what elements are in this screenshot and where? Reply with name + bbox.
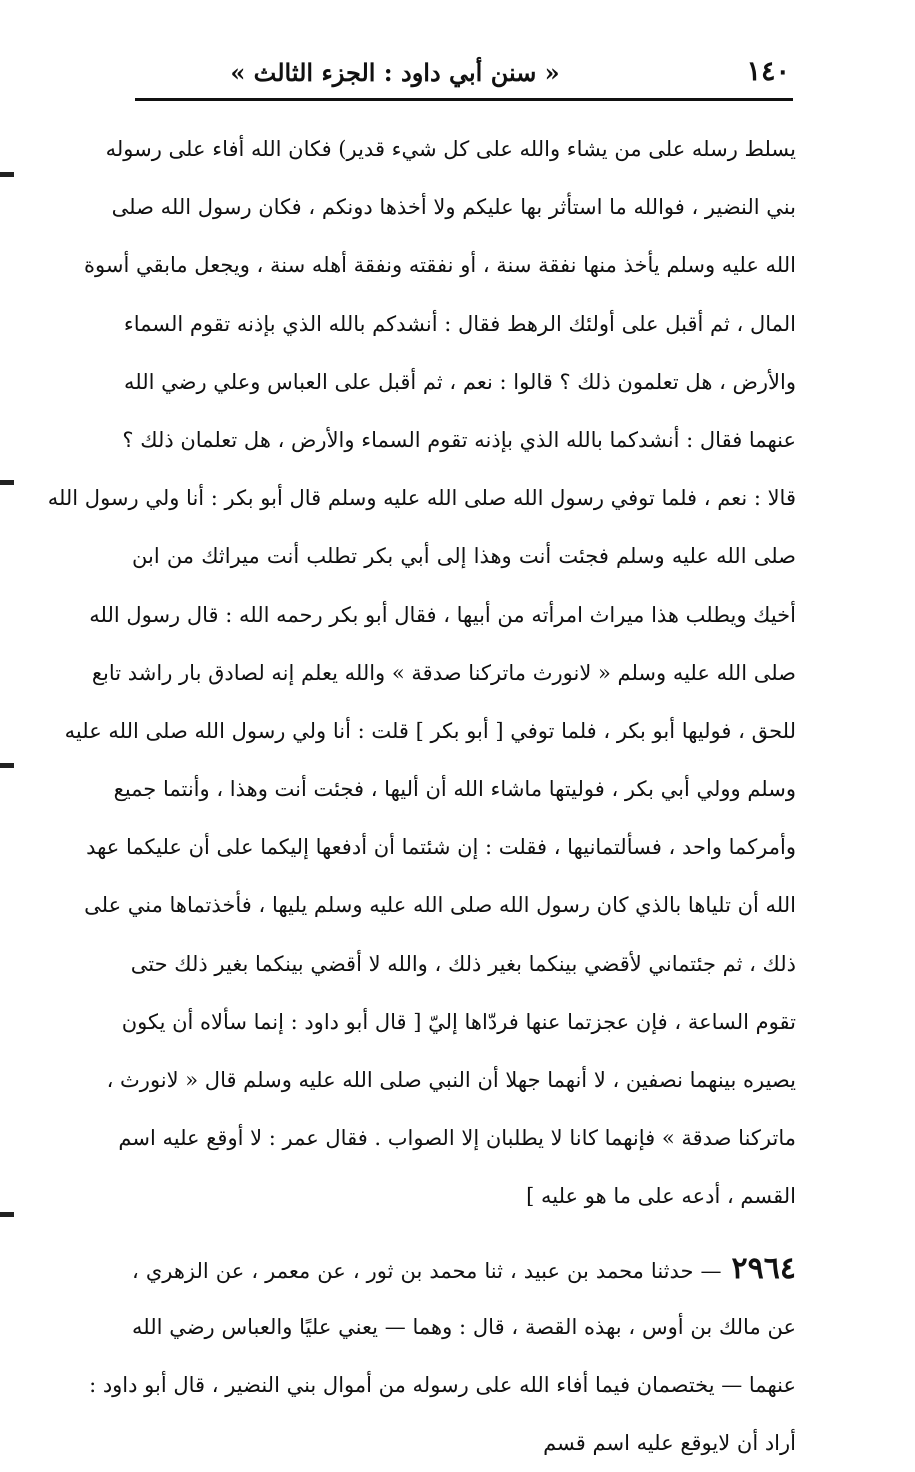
- text-line: عنهما فقال : أنشدكما بالله الذي بإذنه تقوم السماء والأرض ، هل تعلمان ذلك ؟: [122, 427, 796, 452]
- page-header: [135, 52, 790, 92]
- text-line: صلى الله عليه وسلم « لانورث ماتركنا صدقة » والله يعلم إنه لصادق بار راشد تابع: [91, 660, 796, 685]
- text-line: وسلم وولي أبي بكر ، فوليتها ماشاء الله أن أليها ، فجئت أنت وهذا ، وأنتما جميع: [113, 777, 796, 802]
- text-line: قالا : نعم ، فلما توفي رسول الله صلى الله عليه وسلم قال أبو بكر : أنا ولي رسول الله: [47, 486, 796, 511]
- text-line: عن مالك بن أوس ، بهذه القصة ، قال : وهما — يعني عليًا والعباس رضي الله: [132, 1314, 796, 1339]
- margin-mark: [0, 480, 14, 485]
- text-line: أخيك ويطلب هذا ميراث امرأته من أبيها ، فقال أبو بكر رحمه الله : قال رسول الله: [89, 602, 796, 627]
- text-line: الله عليه وسلم يأخذ منها نفقة سنة ، أو نفقته ونفقة أهله سنة ، ويجعل مابقي أسوة: [84, 253, 796, 278]
- margin-mark: [0, 763, 14, 768]
- text-line: صلى الله عليه وسلم فجئت أنت وهذا إلى أبي بكر تطلب أنت ميراثك من ابن: [132, 544, 796, 569]
- text-line: وأمركما واحد ، فسألتمانيها ، فقلت : إن شئتما أن أدفعها إليكما على أن عليكما عهد: [86, 835, 796, 860]
- text-line: القسم ، أدعه على ما هو عليه ]: [526, 1184, 796, 1209]
- text-line: المال ، ثم أقبل على أولئك الرهط فقال : أنشدكم بالله الذي بإذنه تقوم السماء: [123, 311, 796, 336]
- text-line: بني النضير ، فوالله ما استأثر بها عليكم ولا أخذها دونكم ، فكان رسول الله صلى: [111, 195, 796, 220]
- header-rule: [135, 98, 793, 101]
- text-line: يصيره بينهما نصفين ، لا أنهما جهلا أن النبي صلى الله عليه وسلم قال « لانورث ،: [106, 1068, 796, 1092]
- text-line: أراد أن لايوقع عليه اسم قسم: [543, 1431, 796, 1456]
- text-line: يسلط رسله على من يشاء والله على كل شيء قدير) فكان الله أفاء على رسوله: [105, 137, 796, 161]
- body-text: [47, 120, 796, 1472]
- margin-mark: [0, 1212, 14, 1217]
- paragraph: [47, 120, 796, 1226]
- margin-mark: [0, 172, 14, 177]
- text-line: للحق ، فوليها أبو بكر ، فلما توفي [ أبو بكر ] قلت : أنا ولي رسول الله صلى الله عليه: [64, 718, 796, 743]
- text-line: الله أن تلياها بالذي كان رسول الله صلى الله عليه وسلم يليها ، فأخذتماها مني على: [84, 893, 796, 918]
- page-number: ١٤٠: [746, 56, 790, 87]
- text-line: ذلك ، ثم جئتماني لأقضي بينكما بغير ذلك ، والله لا أقضي بينكما بغير ذلك حتى: [130, 951, 796, 976]
- text-line: تقوم الساعة ، فإن عجزتما عنها فردّاها إليّ [ قال أبو داود : إنما سألاه أن يكون: [121, 1009, 796, 1034]
- text-line: ماتركنا صدقة » فإنهما كانا لا يطلبان إلا الصواب . فقال عمر : لا أوقع عليه اسم: [118, 1126, 796, 1151]
- hadith-number: ٢٩٦٤: [731, 1250, 796, 1286]
- text-line: عنهما — يختصمان فيما أفاء الله على رسوله من أموال بني النضير ، قال أبو داود :: [89, 1372, 796, 1397]
- running-title: « سنن أبي داود : الجزء الثالث »: [230, 58, 560, 87]
- text-line: والأرض ، هل تعلمون ذلك ؟ قالوا : نعم ، ثم أقبل على العباس وعلي رضي الله: [124, 369, 796, 394]
- hadith-text: — حدثنا محمد بن عبيد ، ثنا محمد بن ثور ، عن معمر ، عن الزهري ،: [132, 1258, 722, 1283]
- hadith-entry: [89, 1240, 796, 1472]
- hadith-first-line: [132, 1240, 796, 1298]
